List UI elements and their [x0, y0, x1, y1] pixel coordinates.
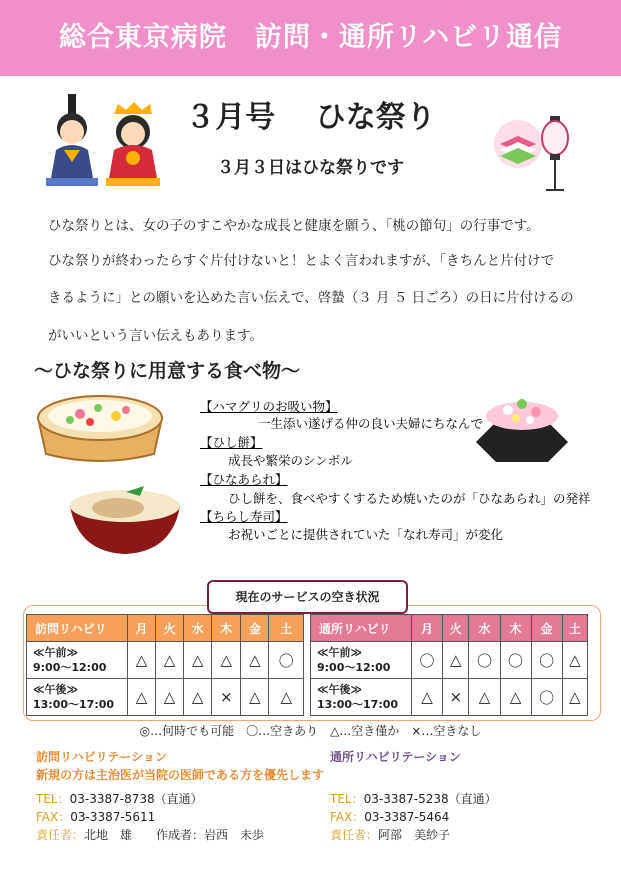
slot-cell: △	[184, 679, 212, 716]
status-title: 現在のサービスの空き状況	[207, 580, 408, 614]
am-label: ≪午前≫	[33, 646, 79, 659]
food-name-chirashi: 【ちらし寿司】	[200, 509, 288, 524]
issue-title: ３月号 ひな祭り	[185, 100, 436, 135]
slot-cell: △	[241, 679, 269, 716]
intro-line-4: がいいという言い伝えもあります。	[48, 328, 263, 344]
homecare-name: 訪問リハビリ	[27, 615, 128, 642]
resp-label: 責任者：	[36, 828, 85, 842]
tel-label: TEL：	[330, 792, 364, 806]
day-header: 水	[469, 615, 500, 642]
table-row	[27, 679, 304, 716]
slot-cell: △	[184, 642, 212, 679]
homecare-responsible	[36, 826, 264, 843]
slot-cell: △	[562, 679, 587, 716]
daycare-responsible	[330, 826, 450, 843]
slot-cell: 〇	[469, 642, 500, 679]
slot-cell: ×	[443, 679, 469, 716]
chirashi-sushi-illustration	[30, 388, 170, 468]
pm-label: ≪午後≫	[33, 683, 79, 696]
day-header: 土	[562, 615, 587, 642]
day-header: 木	[500, 615, 531, 642]
day-header: 金	[241, 615, 269, 642]
daycare-name: 通所リハビリ	[311, 615, 412, 642]
tel-label: TEL：	[36, 792, 70, 806]
food-desc-hishimochi: 成長や繁栄のシンボル	[228, 453, 353, 468]
slot-cell: △	[156, 642, 184, 679]
am-label-cell	[311, 642, 412, 679]
slot-cell: △	[443, 642, 469, 679]
table-header-row	[27, 615, 304, 642]
slot-cell: △	[500, 679, 531, 716]
slot-cell: 〇	[531, 642, 562, 679]
table-row	[311, 679, 588, 716]
slot-cell: △	[269, 679, 304, 716]
table-row	[27, 642, 304, 679]
intro-line-1: ひな祭りとは、女の子のすこやかな成長と健康を願う、「桃の節句」の行事です。	[48, 218, 540, 234]
issue-subtitle: ３月３日はひな祭りです	[217, 158, 404, 178]
am-label: ≪午前≫	[317, 646, 363, 659]
am-label-cell	[27, 642, 128, 679]
day-header: 火	[156, 615, 184, 642]
table-header-row	[311, 615, 588, 642]
am-time: 9:00～12:00	[317, 661, 391, 674]
resp-value: 阿部 美紗子	[378, 828, 451, 842]
daycare-fax	[330, 808, 449, 825]
food-desc-arare: ひし餅を、食べやすくするため焼いたのが「ひなあられ」の発祥	[228, 491, 591, 506]
slot-cell: △	[128, 642, 156, 679]
fax-value: 03-3387-5464	[364, 810, 450, 824]
pm-label-cell	[311, 679, 412, 716]
slot-cell: 〇	[412, 642, 443, 679]
slot-cell: △	[212, 642, 241, 679]
homecare-schedule-table	[26, 614, 304, 716]
slot-cell: 〇	[531, 679, 562, 716]
slot-cell: ×	[212, 679, 241, 716]
food-desc-clam: 一生添い遂げる仲の良い夫婦にちなんで	[258, 416, 484, 431]
food-name-hishimochi: 【ひし餅】	[200, 435, 263, 450]
availability-legend: ◎…何時でも可能 〇…空きあり △…空き僅か ×…空きなし	[139, 724, 482, 738]
fax-label: FAX：	[330, 810, 365, 824]
am-time: 9:00～12:00	[33, 661, 107, 674]
fax-value: 03-3387-5611	[70, 810, 156, 824]
pm-label: ≪午後≫	[317, 683, 363, 696]
daycare-tel	[330, 790, 497, 807]
table-row	[311, 642, 588, 679]
day-header: 金	[531, 615, 562, 642]
slot-cell: △	[156, 679, 184, 716]
homecare-fax	[36, 808, 155, 825]
day-header: 月	[128, 615, 156, 642]
pm-time: 13:00～17:00	[317, 698, 399, 711]
slot-cell: 〇	[269, 642, 304, 679]
pm-label-cell	[27, 679, 128, 716]
homecare-dept: 訪問リハビリテーション	[36, 750, 167, 764]
day-header: 木	[212, 615, 241, 642]
fax-label: FAX：	[36, 810, 71, 824]
slot-cell: △	[412, 679, 443, 716]
resp-label: 責任者：	[330, 828, 379, 842]
intro-line-2: ひな祭りが終わったらすぐ片付けないと！とよく言われますが、「きちんと片付けで	[48, 253, 555, 269]
pm-time: 13:00～17:00	[33, 698, 115, 711]
food-desc-chirashi: お祝いごとに提供されていた「なれ寿司」が変化	[228, 527, 504, 542]
food-name-arare: 【ひなあられ】	[200, 472, 288, 487]
intro-line-3: きるように」との願いを込めた言い伝えで、啓蟄（３ 月 ５ 日ごろ）の日に片付けるの	[48, 290, 574, 306]
tel-value: 03-3387-8738（直通）	[69, 792, 203, 806]
slot-cell: 〇	[500, 642, 531, 679]
newsletter-header: 総合東京病院 訪問・通所リハビリ通信	[0, 0, 621, 76]
homecare-tel	[36, 790, 203, 807]
slot-cell: △	[241, 642, 269, 679]
food-heading: ～ひな祭りに用意する食べ物～	[34, 360, 301, 382]
tel-value: 03-3387-5238（直通）	[363, 792, 497, 806]
slot-cell: △	[562, 642, 587, 679]
priority-note: 新規の方は主治医が当院の医師である方を優先します	[36, 768, 325, 782]
day-header: 火	[443, 615, 469, 642]
day-header: 土	[269, 615, 304, 642]
slot-cell: △	[128, 679, 156, 716]
food-name-clam: 【ハマグリのお吸い物】	[200, 399, 338, 414]
day-header: 月	[412, 615, 443, 642]
clam-soup-illustration	[66, 480, 184, 560]
resp-value: 北地 雄 作成者：岩西 未歩	[84, 828, 265, 842]
slot-cell: △	[469, 679, 500, 716]
daycare-dept: 通所リハビリテーション	[330, 750, 461, 764]
daycare-schedule-table	[310, 614, 588, 716]
day-header: 水	[184, 615, 212, 642]
